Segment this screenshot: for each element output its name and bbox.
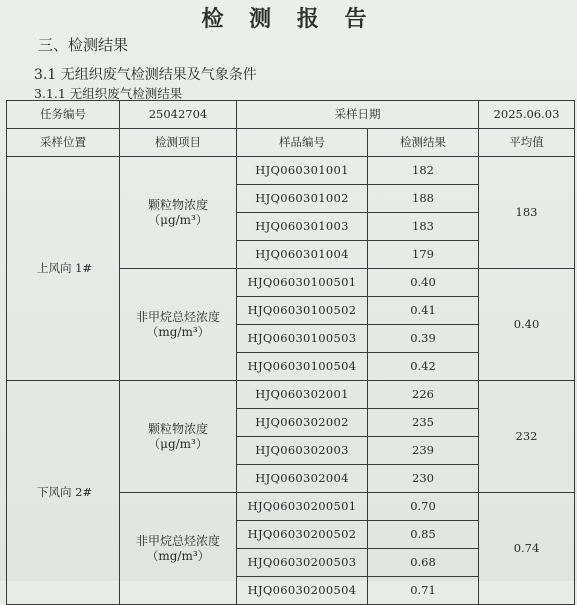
- date-value: 2025.06.03: [479, 101, 575, 129]
- sample-id-cell: HJQ06030200502: [237, 521, 368, 549]
- result-cell: 0.71: [368, 577, 479, 605]
- item-name: 非甲烷总烃浓度: [135, 533, 220, 548]
- result-cell: 188: [368, 185, 479, 213]
- item-name: 颗粒物浓度: [147, 197, 208, 212]
- header-location: 采样位置: [7, 129, 120, 157]
- sample-id-cell: HJQ060301002: [237, 185, 368, 213]
- item-cell: [120, 493, 237, 605]
- section-heading: 三、检测结果: [38, 36, 129, 54]
- report-title: 检 测 报 告: [201, 6, 376, 32]
- result-cell: 0.68: [368, 549, 479, 577]
- item-unit: （mg/m³）: [146, 548, 210, 563]
- task-value: 25042704: [120, 101, 237, 129]
- item-unit: （μg/m³）: [148, 436, 208, 451]
- item-cell: [120, 157, 237, 269]
- sample-id-cell: HJQ060302001: [237, 381, 368, 409]
- header-item: 检测项目: [120, 129, 237, 157]
- result-cell: 0.40: [368, 269, 479, 297]
- table-row: [7, 157, 575, 185]
- result-cell: 0.42: [368, 353, 479, 381]
- sample-id-cell: HJQ06030100503: [237, 325, 368, 353]
- result-cell: 0.39: [368, 325, 479, 353]
- sample-id-cell: HJQ06030100502: [237, 297, 368, 325]
- average-cell: 0.40: [479, 269, 575, 381]
- table-row: [7, 381, 575, 409]
- result-cell: 0.41: [368, 297, 479, 325]
- result-cell: 226: [368, 381, 479, 409]
- results-table: [6, 100, 575, 605]
- average-cell: 0.74: [479, 493, 575, 605]
- header-result: 检测结果: [368, 129, 479, 157]
- result-cell: 179: [368, 241, 479, 269]
- average-cell: 232: [479, 381, 575, 493]
- sample-id-cell: HJQ06030100504: [237, 353, 368, 381]
- sample-id-cell: HJQ060301004: [237, 241, 368, 269]
- sample-id-cell: HJQ060302003: [237, 437, 368, 465]
- result-cell: 183: [368, 213, 479, 241]
- sample-id-cell: HJQ06030200501: [237, 493, 368, 521]
- location-cell: 下风向 2#: [7, 381, 120, 605]
- result-cell: 230: [368, 465, 479, 493]
- sample-id-cell: HJQ06030200504: [237, 577, 368, 605]
- date-label: 采样日期: [237, 101, 479, 129]
- subsection-heading: 3.1 无组织废气检测结果及气象条件: [34, 67, 257, 83]
- item-cell: [120, 269, 237, 381]
- item-name: 非甲烷总烃浓度: [135, 309, 220, 324]
- location-cell: 上风向 1#: [7, 157, 120, 381]
- info-row: [7, 101, 575, 129]
- task-label: 任务编号: [7, 101, 120, 129]
- result-cell: 182: [368, 157, 479, 185]
- sample-id-cell: HJQ060302002: [237, 409, 368, 437]
- sample-id-cell: HJQ06030100501: [237, 269, 368, 297]
- item-unit: （mg/m³）: [146, 324, 210, 339]
- header-row: [7, 129, 575, 157]
- header-sample: 样品编号: [237, 129, 368, 157]
- item-name: 颗粒物浓度: [147, 421, 208, 436]
- item-cell: [120, 381, 237, 493]
- result-cell: 239: [368, 437, 479, 465]
- header-average: 平均值: [479, 129, 575, 157]
- result-cell: 0.70: [368, 493, 479, 521]
- sample-id-cell: HJQ060301001: [237, 157, 368, 185]
- result-cell: 235: [368, 409, 479, 437]
- sample-id-cell: HJQ060301003: [237, 213, 368, 241]
- sample-id-cell: HJQ06030200503: [237, 549, 368, 577]
- subsubsection-heading: 3.1.1 无组织废气检测结果: [34, 86, 183, 101]
- average-cell: 183: [479, 157, 575, 269]
- result-cell: 0.85: [368, 521, 479, 549]
- item-unit: （μg/m³）: [148, 212, 208, 227]
- sample-id-cell: HJQ060302004: [237, 465, 368, 493]
